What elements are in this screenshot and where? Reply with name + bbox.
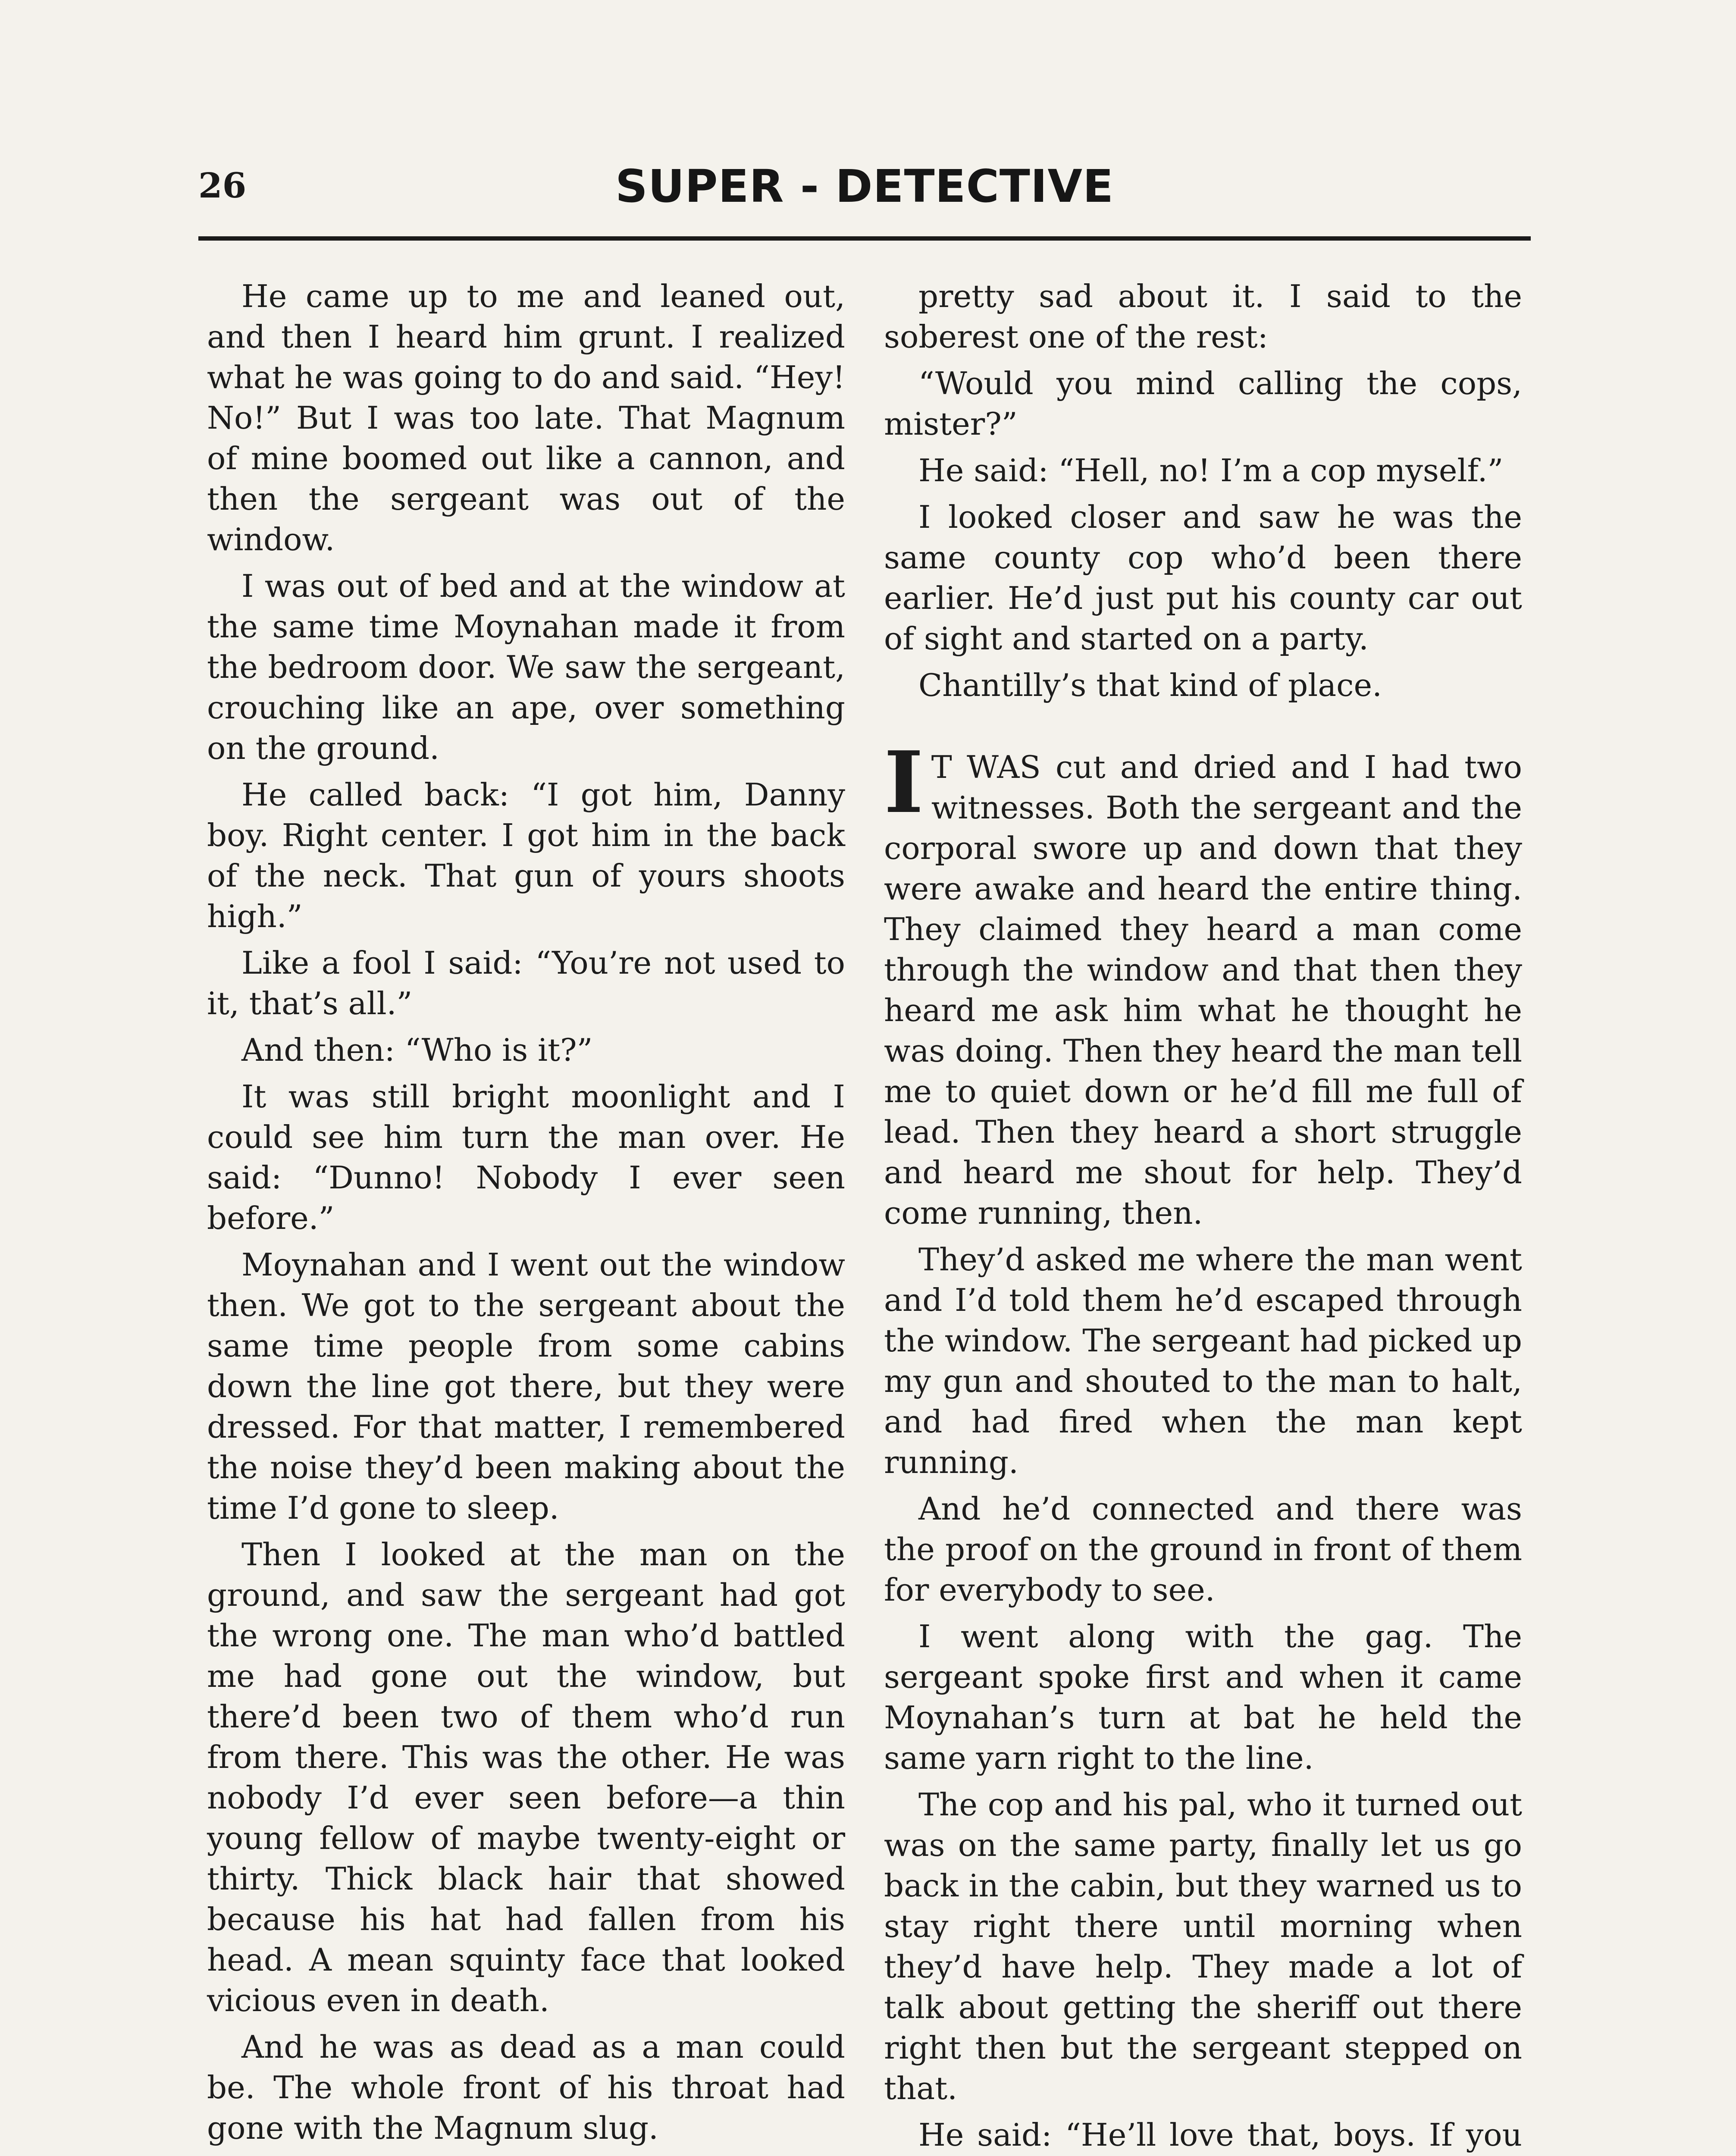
right-column <box>884 276 1522 2156</box>
paragraph: pretty sad about it. I said to the soberest one of the rest: <box>884 278 1522 355</box>
paragraph: The cop and his pal, who it turned out was on the same party, finally let us go back in the cabin, but they warned us to stay right there until morning when they’d have help. They made a lot of talk about getting the sheriff out there right then but the sergeant stepped on that. <box>884 1786 1522 2106</box>
paragraph <box>207 2154 845 2156</box>
paragraph: And then: “Who is it?” <box>241 1032 593 1068</box>
header-rule <box>198 236 1531 241</box>
section-opening-paragraph <box>884 733 1522 1233</box>
left-column <box>207 276 845 2156</box>
paragraph: He said: “He’ll love that, boys. If you <box>918 2117 1522 2153</box>
paragraph: He called back: “I got him, Danny boy. Right center. I got him in the back of the neck. That gun of yours shoots high.” <box>207 777 845 934</box>
paragraph: Then I looked at the man on the ground, and saw the sergeant had got the wrong one. The man who’d battled me had gone out the window, but there’d been two of them who’d run from there. This was the other. He was nobody I’d ever seen before—a thin young fellow of maybe twenty-eight or thirty. Thick black hair that showed because his hat had fallen from his head. A mean squinty face that looked vicious even in death. <box>207 1536 845 2018</box>
drop-cap: I <box>884 733 924 832</box>
paragraph: Chantilly’s that kind of place. <box>918 667 1382 703</box>
paragraph: “Would you mind calling the cops, mister?” <box>884 365 1522 442</box>
paragraph: I looked closer and saw he was the same county cop who’d been there earlier. He’d just put his county car out of sight and started on a party. <box>884 499 1522 657</box>
page-header <box>198 160 1531 233</box>
paragraph: I went along with the gag. The sergeant spoke first and when it came Moynahan’s turn at bat he held the same yarn right to the line. <box>884 1618 1522 1776</box>
paragraph: Moynahan and I went out the window then. We got to the sergeant about the same time people from some cabins down the line got there, but they were dressed. For that matter, I remembered the noise they’d been making about the time I’d gone to sleep. <box>207 1247 845 1526</box>
running-title: SUPER - DETECTIVE <box>615 160 1114 213</box>
paragraph: He said: “Hell, no! I’m a cop myself.” <box>918 452 1504 489</box>
paragraph: It was still bright moonlight and I could see him turn the man over. He said: “Dunno! Nobody I ever seen before.” <box>207 1078 845 1236</box>
section-opening-text: T WAS cut and dried and I had two witnesses. Both the sergeant and the corporal swore up and down that they were awake and heard the entire thing. They claimed they heard a man come through the window and that then they heard me ask him what he thought he was doing. Then they heard the man tell me to quiet down or he’d fill me full of lead. Then they heard a short struggle and heard me shout for help. They’d come running, then. <box>884 749 1522 1231</box>
paragraph: Like a fool I said: “You’re not used to it, that’s all.” <box>207 945 845 1022</box>
paragraph: And he’d connected and there was the proof on the ground in front of them for everybody to see. <box>884 1491 1522 1608</box>
paragraph: He came up to me and leaned out, and then I heard him grunt. I realized what he was going to do and said. “Hey! No!” But I was too late. That Magnum of mine boomed out like a cannon, and then the sergeant was out of the window. <box>207 278 845 558</box>
paragraph: And he was as dead as a man could be. The whole front of his throat had gone with the Magnum slug. <box>207 2029 845 2146</box>
page-number: 26 <box>198 165 247 206</box>
paragraph: They’d asked me where the man went and I’d told them he’d escaped through the window. The sergeant had picked up my gun and shouted to the man to halt, and had fired when the man kept running. <box>884 1241 1522 1480</box>
paragraph: I was out of bed and at the window at the same time Moynahan made it from the bedroom door. We saw the sergeant, crouching like an ape, over something on the ground. <box>207 568 845 766</box>
